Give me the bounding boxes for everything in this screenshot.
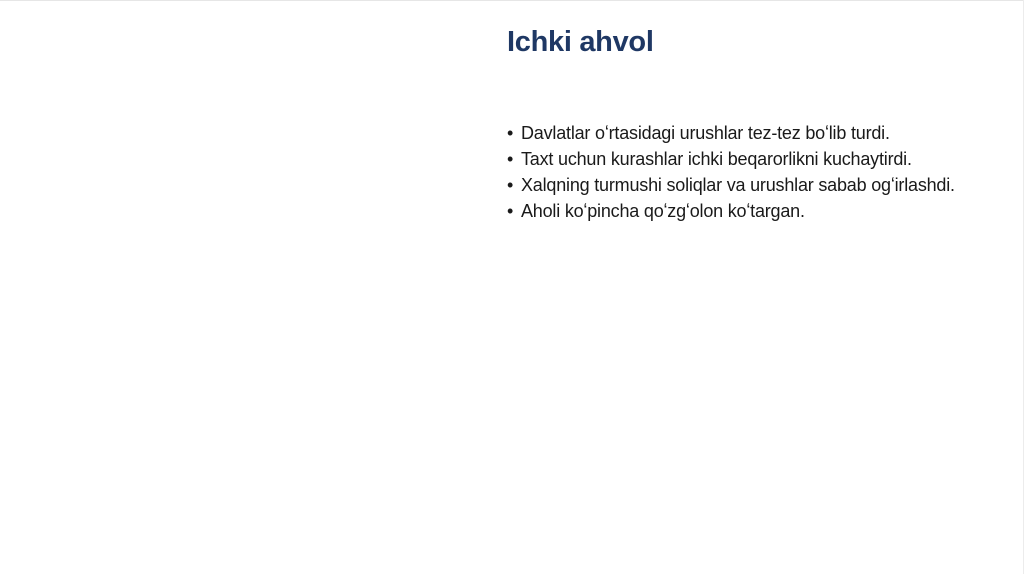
bullet-item xyxy=(507,172,1017,198)
bullet-dot: • xyxy=(507,201,514,221)
bullet-dot: • xyxy=(507,149,514,169)
bullet-item xyxy=(507,120,1017,146)
bullet-list xyxy=(507,120,1017,224)
bullet-text: Xalqning turmushi soliqlar va urushlar sabab ogʻirlashdi. xyxy=(521,175,955,195)
bullet-item xyxy=(507,146,1017,172)
bullet-text: Davlatlar oʻrtasidagi urushlar tez-tez boʻlib turdi. xyxy=(521,123,890,143)
bullet-dot: • xyxy=(507,123,514,143)
slide-top-border xyxy=(0,0,1024,1)
slide-title: Ichki ahvol xyxy=(507,26,654,58)
bullet-text: Taxt uchun kurashlar ichki beqarorlikni kuchaytirdi. xyxy=(521,149,912,169)
bullet-item xyxy=(507,198,1017,224)
bullet-text: Aholi koʻpincha qoʻzgʻolon koʻtargan. xyxy=(521,201,805,221)
bullet-dot: • xyxy=(507,175,514,195)
